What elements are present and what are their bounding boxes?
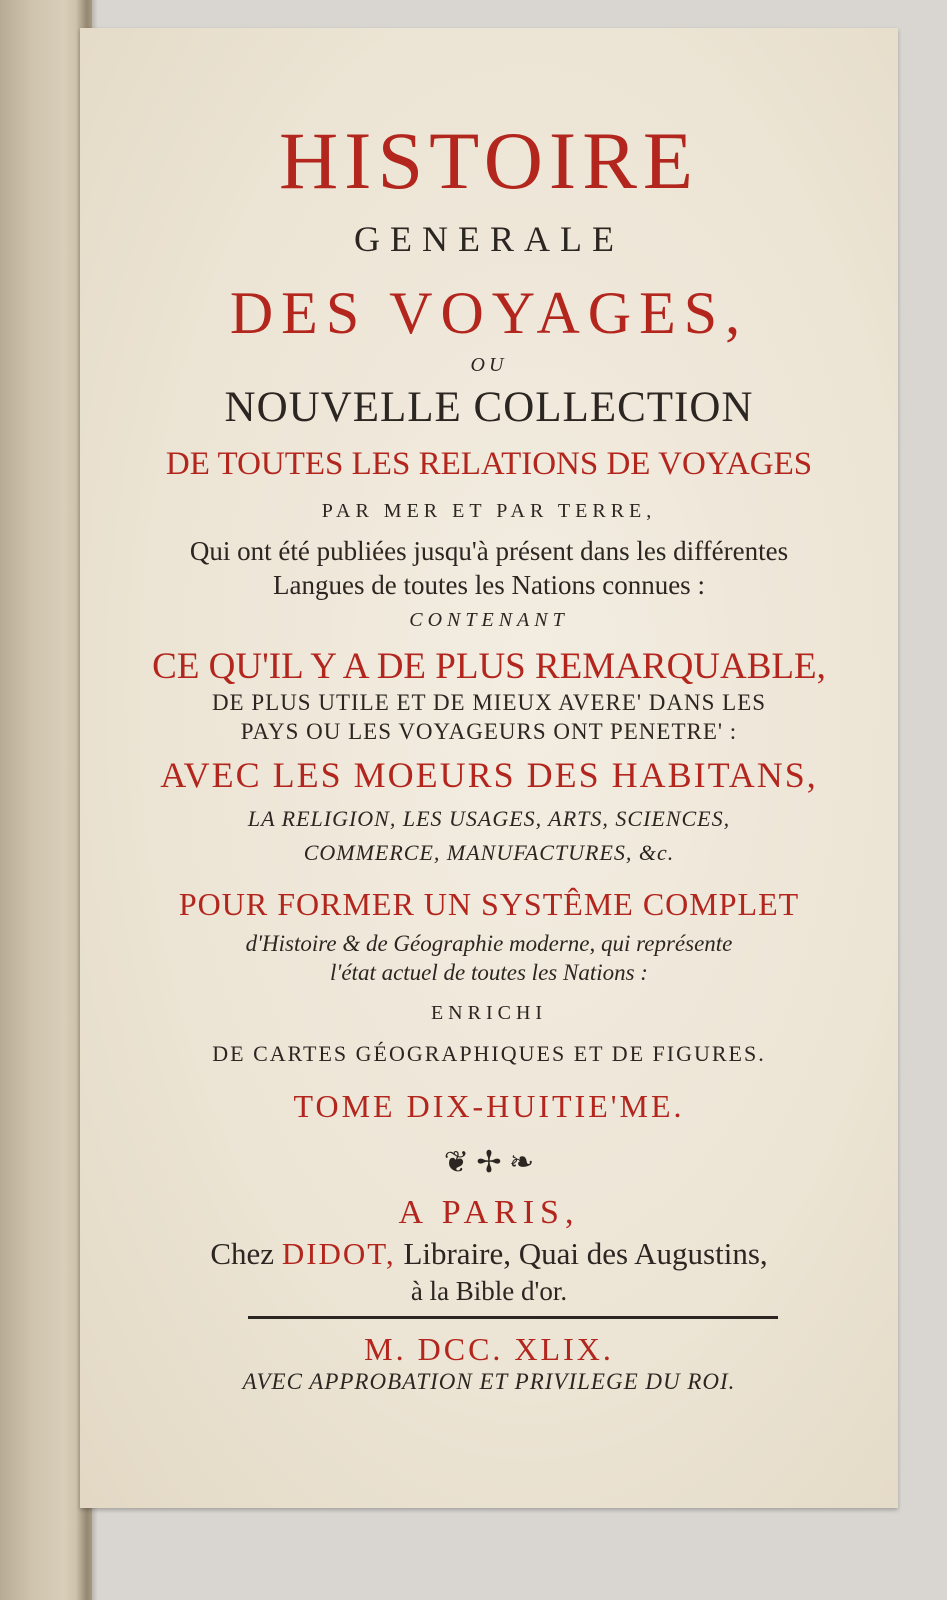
imprint-date: M. DCC. XLIX. bbox=[364, 1331, 614, 1367]
text-religion: LA RELIGION, LES USAGES, ARTS, SCIENCES, bbox=[247, 806, 731, 831]
title-page bbox=[80, 28, 898, 1508]
text-contenant: CONTENANT bbox=[409, 609, 569, 631]
title-des-voyages: DES VOYAGES, bbox=[229, 280, 749, 346]
imprint-privilege: AVEC APPROBATION ET PRIVILEGE DU ROI. bbox=[242, 1369, 736, 1394]
subtitle-par-mer: PAR MER ET PAR TERRE, bbox=[321, 500, 657, 522]
title-generale: GENERALE bbox=[354, 219, 624, 259]
text-commerce: COMMERCE, MANUFACTURES, &c. bbox=[303, 840, 675, 865]
imprint-libraire: Libraire, Quai des Augustins, bbox=[395, 1236, 768, 1271]
imprint-bible: à la Bible d'or. bbox=[410, 1276, 568, 1306]
text-publiees: Qui ont été publiées jusqu'à présent dans les différentes bbox=[189, 536, 789, 566]
text-etat-actuel: l'état actuel de toutes les Nations : bbox=[330, 960, 648, 985]
text-cartes: DE CARTES GÉOGRAPHIQUES ET DE FIGURES. bbox=[212, 1041, 766, 1066]
divider-rule bbox=[248, 1316, 778, 1319]
text-remarquable: CE QU'IL Y A DE PLUS REMARQUABLE, bbox=[152, 646, 826, 687]
title-ou: OU bbox=[470, 354, 508, 376]
subtitle-relations: DE TOUTES LES RELATIONS DE VOYAGES bbox=[165, 446, 813, 482]
text-pays: PAYS OU LES VOYAGEURS ONT PENETRE' : bbox=[240, 719, 738, 744]
imprint-didot: DIDOT, bbox=[281, 1236, 396, 1271]
printers-ornament: ❦ ✢ ❧ bbox=[443, 1146, 535, 1179]
title-nouvelle-collection: NOUVELLE COLLECTION bbox=[224, 384, 754, 431]
text-moeurs: AVEC LES MOEURS DES HABITANS, bbox=[160, 755, 818, 795]
imprint-publisher bbox=[80, 1238, 898, 1269]
text-plus-utile: DE PLUS UTILE ET DE MIEUX AVERE' DANS LES bbox=[211, 690, 767, 715]
imprint-chez: Chez bbox=[210, 1236, 282, 1271]
text-systeme: POUR FORMER UN SYSTÊME COMPLET bbox=[178, 886, 800, 922]
text-histoire-geographie: d'Histoire & de Géographie moderne, qui représente bbox=[245, 931, 733, 956]
title-histoire: HISTOIRE bbox=[278, 115, 700, 206]
imprint-place: A PARIS, bbox=[398, 1194, 580, 1231]
text-langues: Langues de toutes les Nations connues : bbox=[273, 570, 705, 600]
text-tome: TOME DIX-HUITIE'ME. bbox=[293, 1088, 685, 1124]
text-enrichi: ENRICHI bbox=[430, 1002, 548, 1024]
